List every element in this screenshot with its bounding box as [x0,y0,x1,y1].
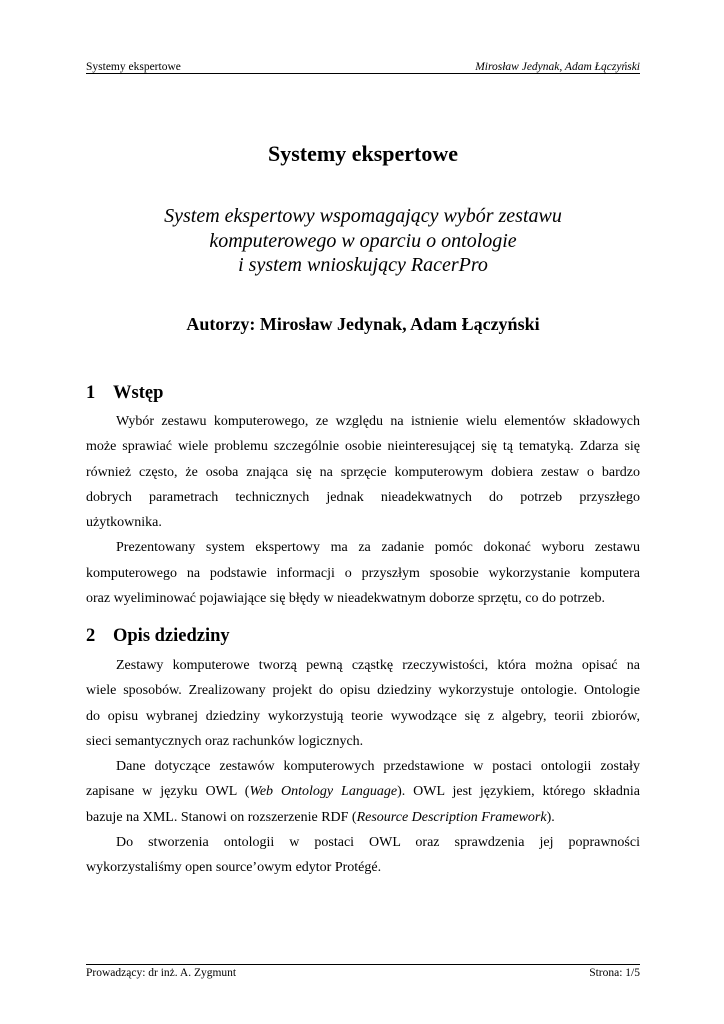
authors-line: Autorzy: Mirosław Jedynak, Adam Łączyński [186,314,540,334]
text-run: ). [546,809,555,825]
section-title: Wstęp [113,383,164,403]
text-line: Wybór zestawu komputerowego, ze względu na istnienie wielu elementów składowych [116,414,640,429]
page-header [86,57,640,74]
text-line: użytkownika. [86,515,162,531]
text-run: ). OWL jest językiem, którego składnia [397,784,641,800]
text-line: sieci semantycznych oraz rachunków logicznych. [86,733,364,749]
header-authors: Mirosław Jedynak, Adam Łączyński [475,61,640,73]
document-subtitle [86,204,640,278]
text-line: Zestawy komputerowe tworzą pewną cząstkę rzeczywistości, która można opisać na [116,658,640,673]
page-footer [86,964,640,979]
text-line: Prezentowany system ekspertowy ma za zadanie pomóc dokonać wyboru zestawu [116,540,640,556]
text-line: Do stworzenia ontologii w postaci OWL oraz sprawdzenia jej poprawności [116,835,640,851]
text-line: do opisu wybranej dziedziny wykorzystują teorie wywodzące się z algebry, teorii zbiorów, [86,708,640,724]
section-number: 2 [86,626,96,646]
italic-term: Web Ontology Language [249,784,398,800]
subtitle-line: komputerowego w oparciu o ontologie [209,229,517,252]
text-line: wiele sposobów. Zrealizowany projekt do opisu dziedziny wykorzystuje ontologie. Ontologie [86,683,640,699]
footer-supervisor: Prowadzący: dr inż. A. Zygmunt [86,967,237,979]
text-line: dobrych parametrach technicznych jednak nieadekwatnych do potrzeb przyszłego [86,489,640,505]
text-run: bazuje na XML. Stanowi on rozszerzenie RDF ( [86,809,357,825]
section-title: Opis dziedziny [113,626,230,646]
text-line: również często, że osoba znająca się na sprzęcie komputerowym dobiera zestaw o bardzo [86,464,640,480]
text-line: może sprawiać wiele problemu szczególnie osobie nieinteresującej się tą tematyką. Zdarza się [86,439,640,455]
section-body-wstep [86,409,640,611]
text-line-with-italic [86,779,640,804]
text-run: zapisane w języku OWL ( [86,784,250,800]
section-number: 1 [86,383,96,403]
section-heading-wstep [86,383,163,404]
text-line: Dane dotyczące zestawów komputerowych przedstawione w postaci ontologii zostały [116,759,640,775]
text-line-with-italic [86,805,640,830]
subtitle-line: System ekspertowy wspomagający wybór zestawu [164,205,562,227]
text-line: komputerowego na podstawie informacji o przyszłym sposobie wykorzystanie komputera [86,565,640,581]
header-document-title: Systemy ekspertowe [86,61,181,73]
section-body-opis-dziedziny [86,653,640,881]
subtitle-line: i system wnioskujący RacerPro [238,254,488,276]
text-line: oraz wyeliminować pojawiające się błędy w nieadekwatnym doborze sprzętu, co do potrzeb. [86,591,605,607]
document-title: Systemy ekspertowe [267,141,459,166]
section-heading-opis-dziedziny [86,626,230,647]
footer-page-number: Strona: 1/5 [589,967,640,979]
text-line: wykorzystaliśmy open source’owym edytor Protégé. [86,860,382,876]
italic-term: Resource Description Framework [356,809,547,825]
